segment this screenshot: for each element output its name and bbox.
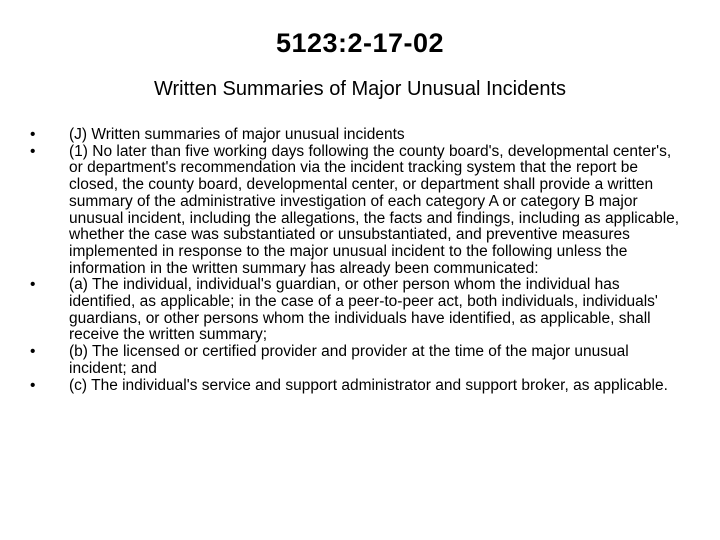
- bullet-icon: •: [30, 142, 36, 160]
- bullet-item: [30, 127, 680, 144]
- bullet-list: [30, 127, 680, 394]
- bullet-text: (b) The licensed or certified provider and provider at the time of the major unusual incident; and: [69, 343, 629, 377]
- bullet-item: [30, 144, 680, 278]
- bullet-item: [30, 378, 680, 395]
- bullet-icon: •: [30, 126, 36, 143]
- bullet-text: (J) Written summaries of major unusual incidents: [69, 126, 405, 143]
- bullet-icon: •: [30, 276, 36, 294]
- slide-title: 5123:2-17-02: [275, 28, 445, 58]
- bullet-icon: •: [30, 343, 36, 361]
- bullet-text: (c) The individual's service and support administrator and support broker, as applicable.: [69, 376, 668, 394]
- bullet-item: [30, 277, 680, 344]
- bullet-item: [30, 344, 680, 377]
- bullet-icon: •: [30, 376, 36, 394]
- slide-subtitle: Written Summaries of Major Unusual Incidents: [153, 78, 566, 100]
- bullet-text: (a) The individual, individual's guardian, or other person whom the individual has identified, as applicable; in the case of a peer-to-peer act, both individuals, individuals' guardians, or other persons whom the individuals have identified, as applicable, shall receive the written summary;: [69, 276, 658, 344]
- bullet-text: (1) No later than five working days following the county board's, developmental center's, or department's recommendation via the incident tracking system that the report be closed, the county board, developmental center, or department shall provide a written summary of the administrative investigation of each category A or category B major unusual incident, including the allegations, the facts and findings, including as applicable, whether the case was substantiated or unsubstantiated, and preventive measures implemented in response to the major unusual incident to the following unless the information in the written summary has already been communicated:: [69, 142, 680, 277]
